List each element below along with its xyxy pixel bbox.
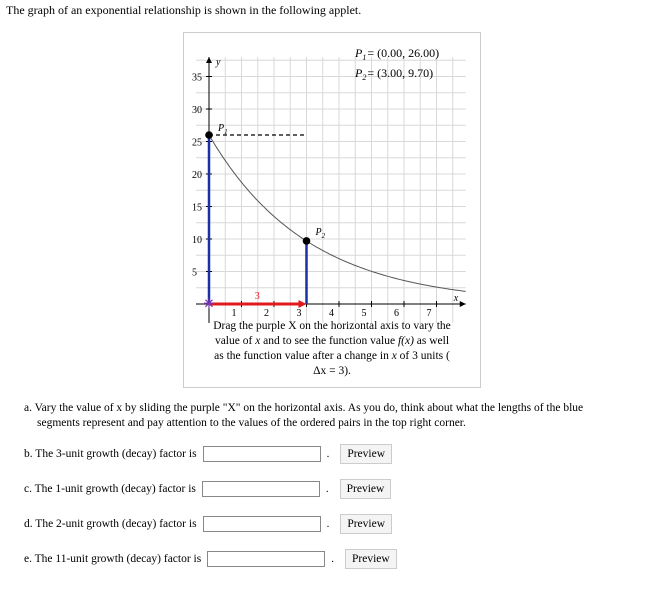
question-b: b. The 3-unit growth (decay) factor is . Preview bbox=[24, 444, 392, 464]
answer-e-input[interactable] bbox=[207, 551, 325, 567]
question-e-label: e. The 11-unit growth (decay) factor is bbox=[24, 553, 202, 565]
purple-x-handle: ✳ bbox=[203, 296, 215, 311]
x-axis-label: x bbox=[453, 293, 459, 304]
question-c-label: c. The 1-unit growth (decay) factor is bbox=[24, 483, 196, 495]
applet bbox=[183, 32, 481, 388]
y-tick-label: 10 bbox=[192, 235, 202, 246]
intro-text: The graph of an exponential relationship is shown in the following applet. bbox=[6, 3, 362, 17]
x-axis-arrow bbox=[460, 301, 466, 307]
point-p2-label: $P_2$ bbox=[315, 226, 326, 240]
applet-caption: Drag the purple X on the horizontal axis to vary the value of x and to see the function value f(x) as well as the function value after a change in x of 3 units ( Δx = 3). bbox=[213, 320, 451, 377]
x-tick-label: 5 bbox=[361, 308, 367, 319]
legend-p2: $P_2= (3.00$, 9.70) bbox=[355, 66, 434, 82]
x-tick-label: 4 bbox=[329, 308, 334, 319]
answer-c-input[interactable] bbox=[202, 481, 320, 497]
preview-b-button[interactable]: Preview bbox=[340, 444, 392, 464]
legend-p1: $P_1= (0.00$, 26.00) bbox=[355, 46, 440, 62]
point-p1 bbox=[205, 131, 213, 139]
question-c: c. The 1-unit growth (decay) factor is . Preview bbox=[24, 479, 391, 499]
delta-label: 3 bbox=[254, 291, 260, 302]
answer-d-input[interactable] bbox=[203, 516, 321, 532]
point-p2 bbox=[303, 237, 311, 245]
answer-b-input[interactable] bbox=[203, 446, 321, 462]
y-tick-label: 25 bbox=[192, 137, 202, 149]
point-p1-label: $P_1$ bbox=[218, 123, 228, 136]
graph bbox=[184, 33, 480, 323]
x-tick-label: 3 bbox=[296, 308, 302, 319]
y-tick-label: 15 bbox=[192, 202, 202, 214]
x-tick-label: 6 bbox=[394, 308, 399, 319]
preview-c-button[interactable]: Preview bbox=[340, 479, 392, 499]
question-e: e. The 11-unit growth (decay) factor is . Preview bbox=[24, 549, 397, 569]
y-tick-label: 20 bbox=[192, 170, 202, 181]
preview-d-button[interactable]: Preview bbox=[340, 514, 392, 534]
y-axis-label: y bbox=[216, 57, 221, 68]
y-tick-label: 5 bbox=[192, 267, 197, 279]
y-tick-label: 35 bbox=[192, 72, 202, 84]
question-d: d. The 2-unit growth (decay) factor is . Preview bbox=[24, 514, 392, 534]
y-tick-label: 30 bbox=[192, 105, 202, 116]
preview-e-button[interactable]: Preview bbox=[345, 549, 397, 569]
x-tick-label: 2 bbox=[264, 308, 269, 319]
part-a-text: a. Vary the value of x by sliding the purple "X" on the horizontal axis. As you do, think about what the lengths of the blue segments represent and pay attention to the values of the ordered pairs in the top right corner. bbox=[24, 402, 584, 429]
x-tick-label: 7 bbox=[426, 308, 432, 319]
question-d-label: d. The 2-unit growth (decay) factor is bbox=[24, 518, 197, 530]
question-b-label: b. The 3-unit growth (decay) factor is bbox=[24, 448, 197, 460]
exponential-curve bbox=[209, 135, 466, 291]
x-tick-label: 1 bbox=[231, 308, 237, 319]
